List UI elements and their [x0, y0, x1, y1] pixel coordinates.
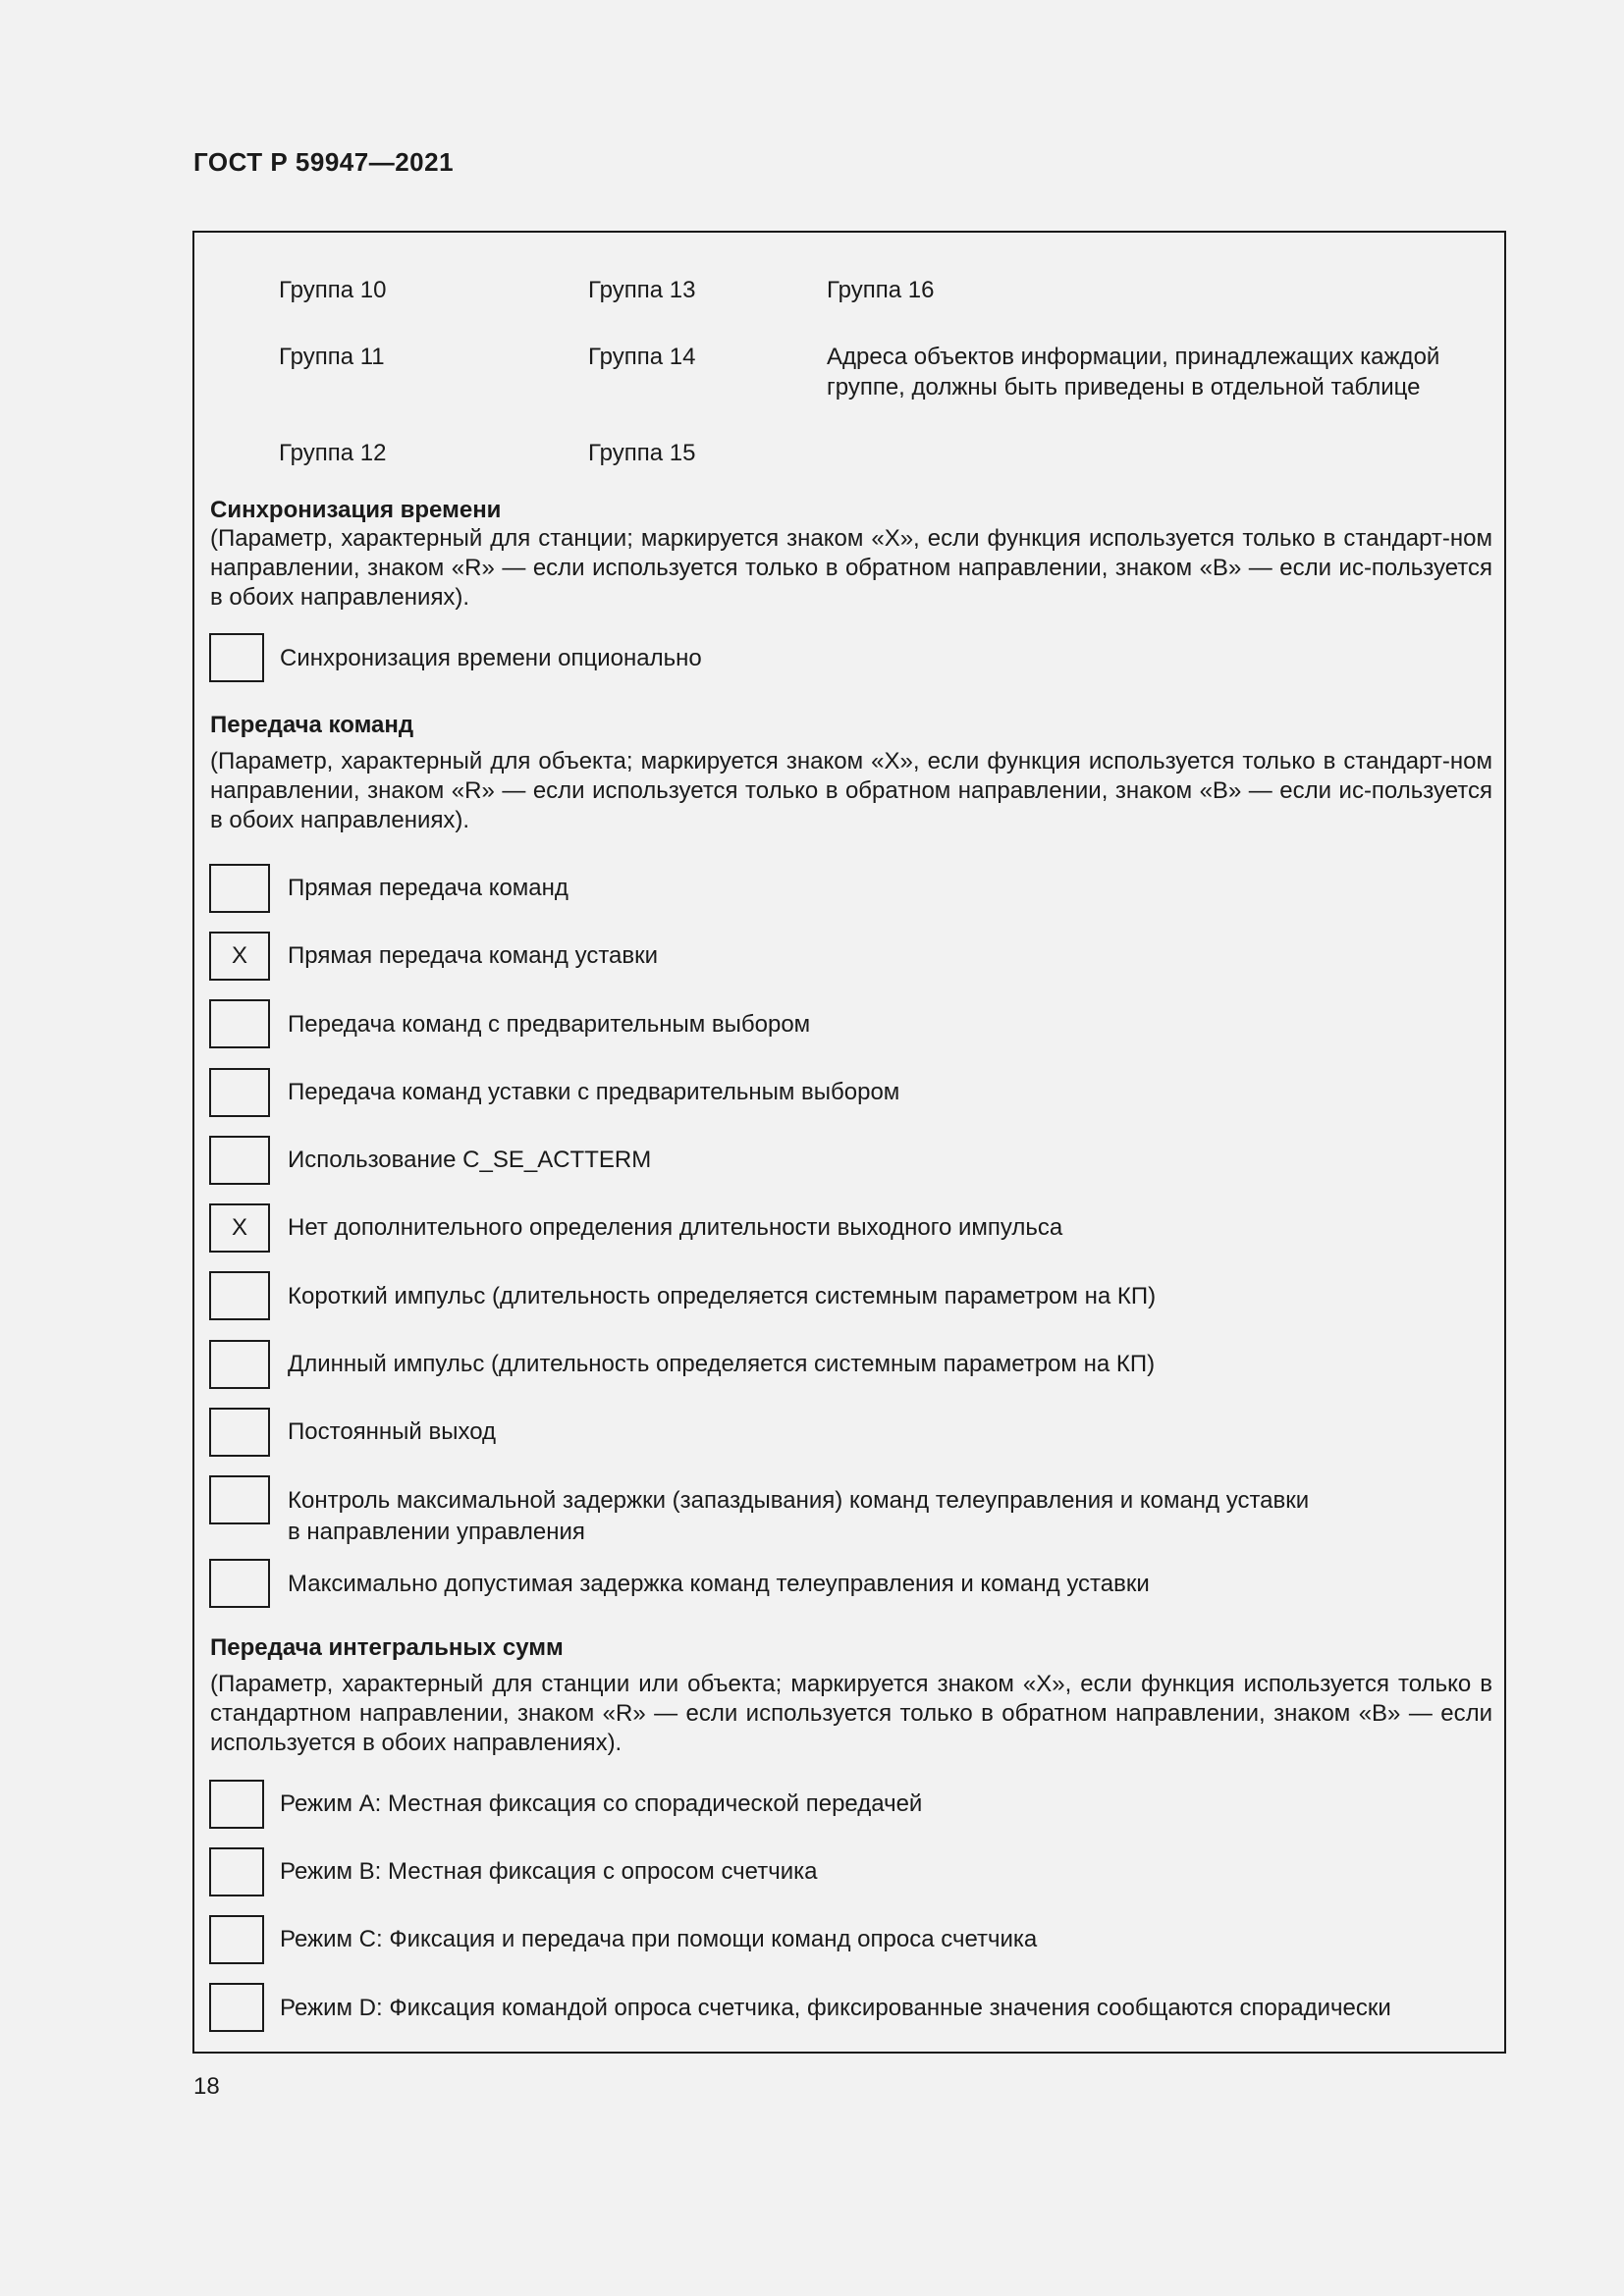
command-label: Постоянный выход [288, 1418, 497, 1445]
group-11: Группа 11 [279, 344, 385, 370]
time-sync-description: (Параметр, характерный для станции; маркируется знаком «X», если функция используется только в стандарт-ном направлении, знаком «R» — если используется только в обратном направлении, знаком «B» — если ис-пользуется в обоих направлениях). [210, 525, 1492, 611]
time-sync-label: Синхронизация времени опционально [280, 645, 702, 671]
totals-label: Режим A: Местная фиксация со спорадической передачей [280, 1790, 923, 1817]
totals-description: (Параметр, характерный для станции или объекта; маркируется знаком «X», если функция используется только в стандартном направлении, знаком «R» — если используется только в обратном направлении, знаком «B» — если используется в обоих направлениях). [210, 1671, 1492, 1756]
commands-description: (Параметр, характерный для объекта; маркируется знаком «X», если функция используется только в стандарт-ном направлении, знаком «R» — если используется только в обратном направлении, знаком «B» — если ис-пользуется в обоих направлениях). [210, 748, 1492, 833]
command-checkbox[interactable] [209, 1271, 270, 1320]
command-checkbox[interactable] [209, 1475, 270, 1524]
command-label: Короткий импульс (длительность определяется системным параметром на КП) [288, 1283, 1157, 1309]
page-number: 18 [193, 2073, 220, 2100]
totals-checkbox[interactable] [209, 1847, 264, 1896]
command-label: Нет дополнительного определения длительности выходного импульса [288, 1214, 1063, 1241]
command-label: Передача команд с предварительным выбором [288, 1011, 811, 1038]
group-10: Группа 10 [279, 277, 387, 303]
totals-label: Режим D: Фиксация командой опроса счетчика, фиксированные значения сообщаются спорадически [280, 1995, 1391, 2021]
group-15: Группа 15 [588, 440, 696, 466]
command-checkbox[interactable] [209, 1408, 270, 1457]
command-checkbox[interactable] [209, 1136, 270, 1185]
command-label: Максимально допустимая задержка команд телеуправления и команд уставки [288, 1571, 1150, 1597]
totals-label: Режим C: Фиксация и передача при помощи команд опроса счетчика [280, 1926, 1038, 1952]
group-12: Группа 12 [279, 440, 387, 466]
group-14: Группа 14 [588, 344, 696, 370]
command-label: Длинный импульс (длительность определяется системным параметром на КП) [288, 1351, 1156, 1377]
groups-note-line-2: группе, должны быть приведены в отдельной таблице [827, 374, 1421, 400]
totals-checkbox[interactable] [209, 1915, 264, 1964]
command-checkbox[interactable] [209, 1068, 270, 1117]
command-label: Использование C_SE_ACTTERM [288, 1147, 652, 1173]
time-sync-checkbox[interactable] [209, 633, 264, 682]
group-13: Группа 13 [588, 277, 696, 303]
totals-checkbox[interactable] [209, 1780, 264, 1829]
command-label: Контроль максимальной задержки (запаздывания) команд телеуправления и команд уставки [288, 1487, 1310, 1514]
time-sync-heading: Синхронизация времени [210, 497, 502, 523]
commands-heading: Передача команд [210, 712, 414, 738]
groups-note-line-1: Адреса объектов информации, принадлежащих каждой [827, 344, 1440, 370]
command-label-continuation: в направлении управления [288, 1519, 585, 1545]
totals-label: Режим B: Местная фиксация с опросом счетчика [280, 1858, 818, 1885]
command-checkbox[interactable]: X [209, 932, 270, 981]
command-label: Передача команд уставки с предварительным выбором [288, 1079, 900, 1105]
command-checkbox[interactable] [209, 1559, 270, 1608]
totals-heading: Передача интегральных сумм [210, 1634, 564, 1661]
command-label: Прямая передача команд [288, 875, 568, 901]
command-checkbox[interactable] [209, 999, 270, 1048]
totals-checkbox[interactable] [209, 1983, 264, 2032]
command-checkbox[interactable] [209, 864, 270, 913]
command-checkbox[interactable]: X [209, 1203, 270, 1253]
command-label: Прямая передача команд уставки [288, 942, 659, 969]
command-checkbox[interactable] [209, 1340, 270, 1389]
group-16: Группа 16 [827, 277, 935, 303]
document-header: ГОСТ Р 59947—2021 [193, 147, 455, 177]
